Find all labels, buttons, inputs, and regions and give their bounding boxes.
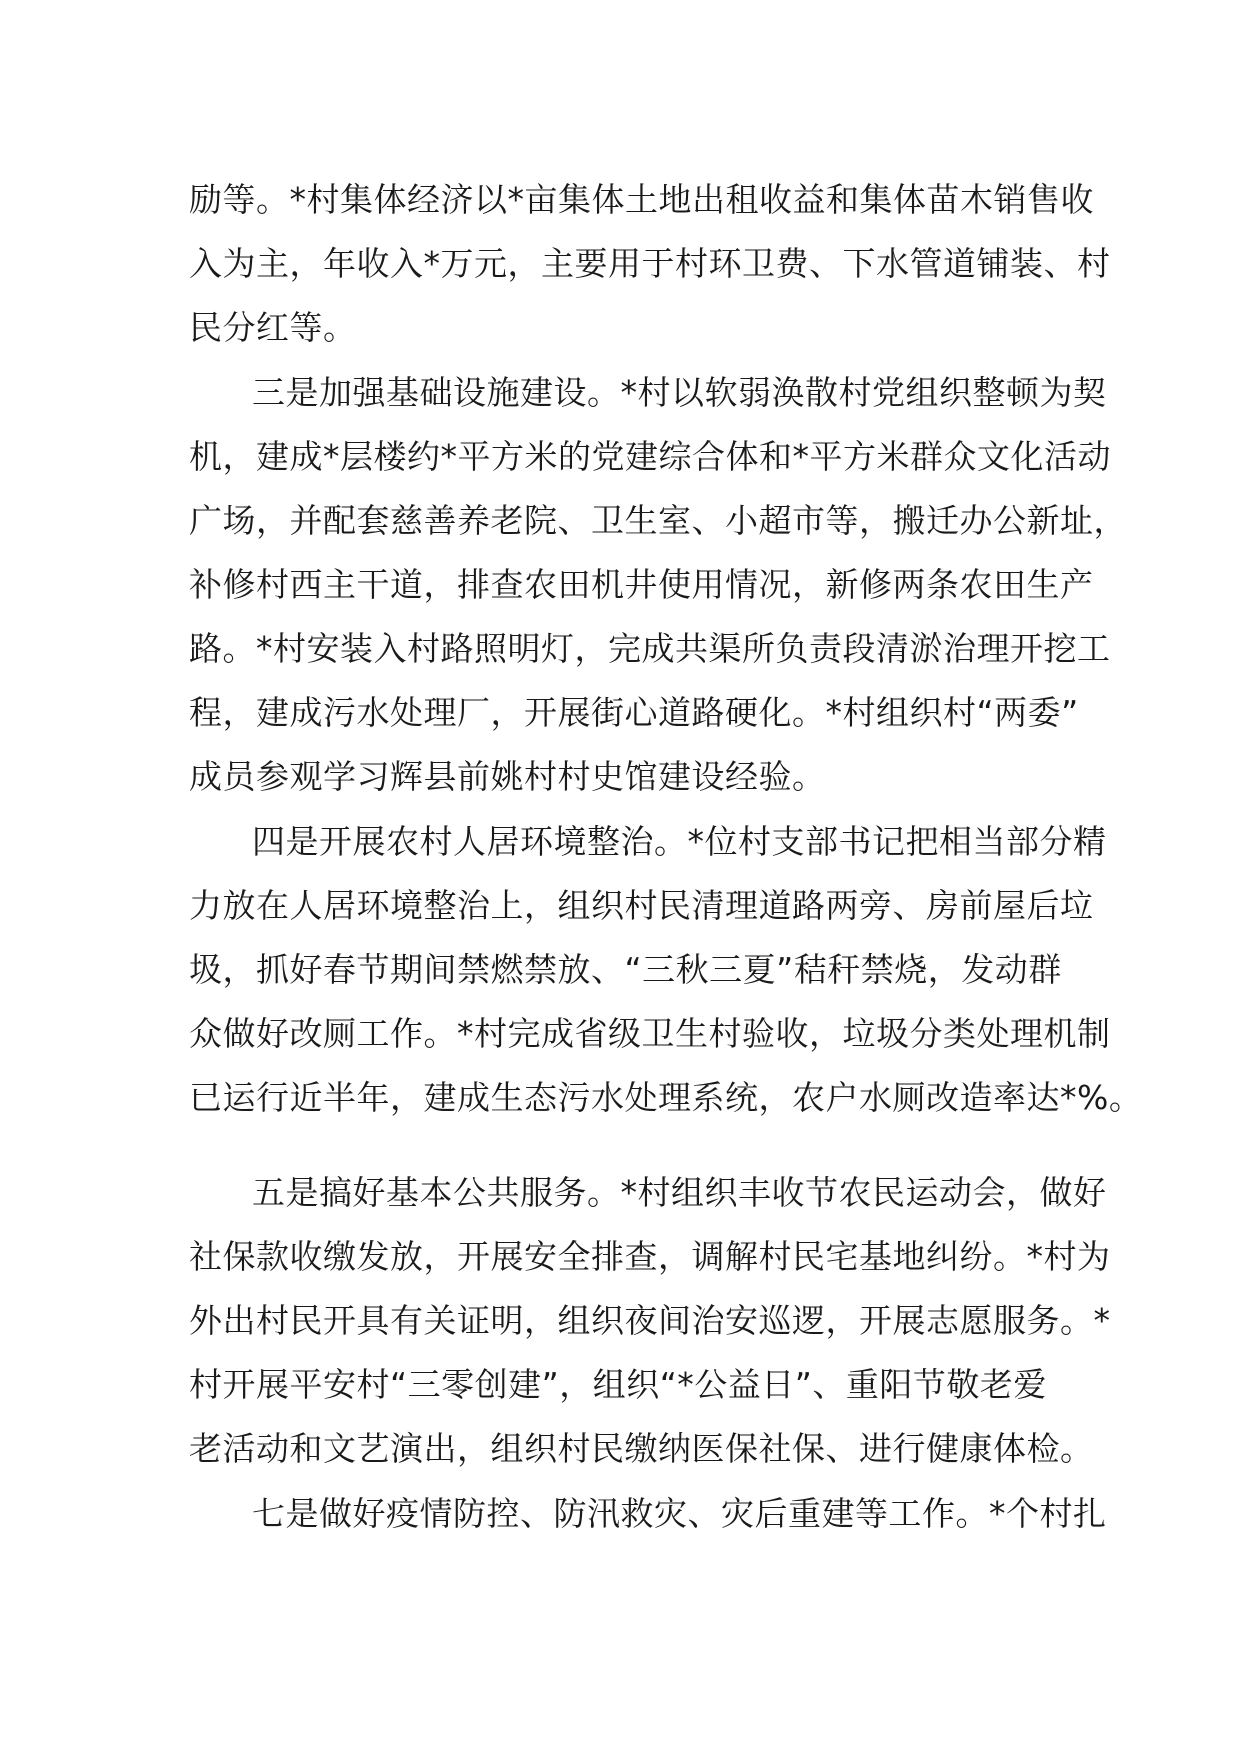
text-line: 程，建成污水处理厂，开展街心道路硬化。*村组织村“两委” — [189, 693, 1079, 732]
text-line: 补修村西主干道，排查农田机井使用情况，新修两条农田生产 — [189, 565, 1094, 604]
paragraph-heading-line: 三是加强基础设施建设。*村以软弱涣散村党组织整顿为契 — [252, 373, 1107, 412]
text-line: 励等。*村集体经济以*亩集体土地出租收益和集体苗木销售收 — [189, 180, 1094, 219]
text-line: 民分红等。 — [189, 308, 357, 347]
text-line: 机，建成*层楼约*平方米的党建综合体和*平方米群众文化活动 — [189, 437, 1111, 476]
text-line: 力放在人居环境整治上，组织村民清理道路两旁、房前屋后垃 — [189, 886, 1094, 925]
text-line: 路。*村安装入村路照明灯，完成共渠所负责段清淤治理开挖工 — [189, 629, 1111, 668]
text-line: 外出村民开具有关证明，组织夜间治安巡逻，开展志愿服务。* — [189, 1301, 1111, 1340]
text-line: 广场，并配套慈善养老院、卫生室、小超市等，搬迁办公新址， — [189, 501, 1127, 540]
paragraph-heading-line: 七是做好疫情防控、防汛救灾、灾后重建等工作。*个村扎 — [252, 1494, 1107, 1533]
text-line: 社保款收缴发放，开展安全排查，调解村民宅基地纠纷。*村为 — [189, 1237, 1111, 1276]
text-line: 已运行近半年，建成生态污水处理系统，农户水厕改造率达*%。 — [189, 1078, 1143, 1117]
text-line: 成员参观学习辉县前姚村村史馆建设经验。 — [189, 757, 826, 796]
text-line: 入为主，年收入*万元，主要用于村环卫费、下水管道铺装、村 — [189, 244, 1111, 283]
text-line: 众做好改厕工作。*村完成省级卫生村验收，垃圾分类处理机制 — [189, 1014, 1111, 1053]
text-line: 老活动和文艺演出，组织村民缴纳医保社保、进行健康体检。 — [189, 1429, 1094, 1468]
text-line: 村开展平安村“三零创建”，组织“*公益日”、重阳节敬老爱 — [189, 1365, 1047, 1404]
paragraph-heading-line: 五是搞好基本公共服务。*村组织丰收节农民运动会，做好 — [252, 1173, 1107, 1212]
paragraph-heading-line: 四是开展农村人居环境整治。*位村支部书记把相当部分精 — [252, 822, 1107, 861]
text-line: 圾，抓好春节期间禁燃禁放、“三秋三夏”秸秆禁烧，发动群 — [189, 950, 1062, 989]
